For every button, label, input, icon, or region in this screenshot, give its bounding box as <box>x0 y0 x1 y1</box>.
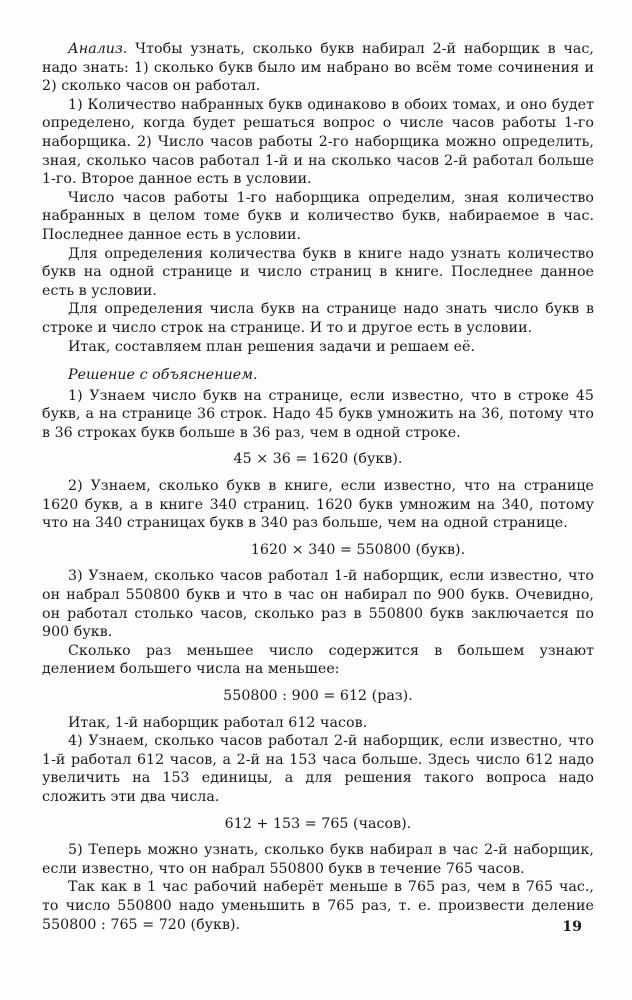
step-1: 1) Узнаем число букв на странице, если известно, что в строке 45 букв, а на странице 36 строк. Надо 45 букв умножить на 36, потому что в 36 строках букв больше в 36 раз, чем в одной строке. <box>42 387 594 441</box>
paragraph-letters-page: Для определения числа букв на странице надо знать число букв в строке и число строк на странице. И то и другое есть в условии. <box>42 301 594 336</box>
paragraph-plan: Итак, составляем план решения задачи и решаем её. <box>68 338 476 355</box>
paragraph-letters-book: Для определения количества букв в книге надо узнать количество букв на одной странице и число страниц в книге. Последнее данное есть в условии. <box>42 245 594 299</box>
analysis-label: Анализ. <box>68 41 128 57</box>
body-text <box>42 40 594 934</box>
formula-1: 45 × 36 = 1620 (букв). <box>233 451 403 468</box>
analysis-paragraph <box>42 40 594 96</box>
paragraph-hours-first: Число часов работы 1-го наборщика определим, зная количество набранных в целом томе букв и количество букв, набираемое в час. Последнее данное есть в условии. <box>42 189 594 243</box>
step-3-conclusion: Итак, 1-й наборщик работал 612 часов. <box>68 714 368 731</box>
step-3-explanation: Сколько раз меньшее число содержится в большем узнают делением большего числа на меньшее: <box>42 642 594 678</box>
step-4: 4) Узнаем, сколько часов работал 2-й наборщик, если известно, что 1-й работал 612 часов, а 2-й на 153 часа больше. Здесь число 612 надо увеличить на 153 единицы, а для решения такого вопроса надо сложить эти два числа. <box>42 733 594 805</box>
page-number: 19 <box>562 919 582 935</box>
step-2: 2) Узнаем, сколько букв в книге, если известно, что на странице 1620 букв, а в книге 340 страниц. 1620 букв умножим на 340, потому что на 340 страницах букв в 340 раз больше, чем на одной странице. <box>42 478 594 532</box>
formula-2: 1620 × 340 = 550800 (букв). <box>250 541 466 558</box>
step-3: 3) Узнаем, сколько часов работал 1-й наборщик, если известно, что он набрал 550800 букв и что в час он набирал по 900 букв. Очевидно, он работал столько часов, сколько раз в 550800 букв заключается по 900 букв. <box>42 568 594 641</box>
formula-4: 612 + 153 = 765 (часов). <box>224 815 412 832</box>
analysis-text: Чтобы узнать, сколько букв набирал 2-й наборщик в час, надо знать: 1) сколько букв было им набрано во всём томе сочинения и 2) сколько часов он работал. <box>42 41 594 95</box>
step-5: 5) Теперь можно узнать, сколько букв набирал в час 2-й наборщик, если известно, что он набрал 550800 букв в течение 765 часов. <box>42 842 594 877</box>
solution-heading: Решение с объяснением. <box>68 367 258 384</box>
formula-3: 550800 : 900 = 612 (раз). <box>223 688 413 704</box>
step-5-explanation: Так как в 1 час рабочий наберёт меньше в 765 раз, чем в 765 час., то число 550800 надо уменьшить в 765 раз, т. е. произвести деление 550800 : 765 = 720 (букв). <box>42 879 594 933</box>
paragraph-quantity: 1) Количество набранных букв одинаково в обоих томах, и оно будет определено, когда будет решаться вопрос о числе часов работы 1-го наборщика. 2) Число часов работы 2-го наборщика можно определить, зная, сколько часов работал 1-й и на сколько часов 2-й работал больше 1-го. Второе данное есть в условии. <box>42 96 594 188</box>
